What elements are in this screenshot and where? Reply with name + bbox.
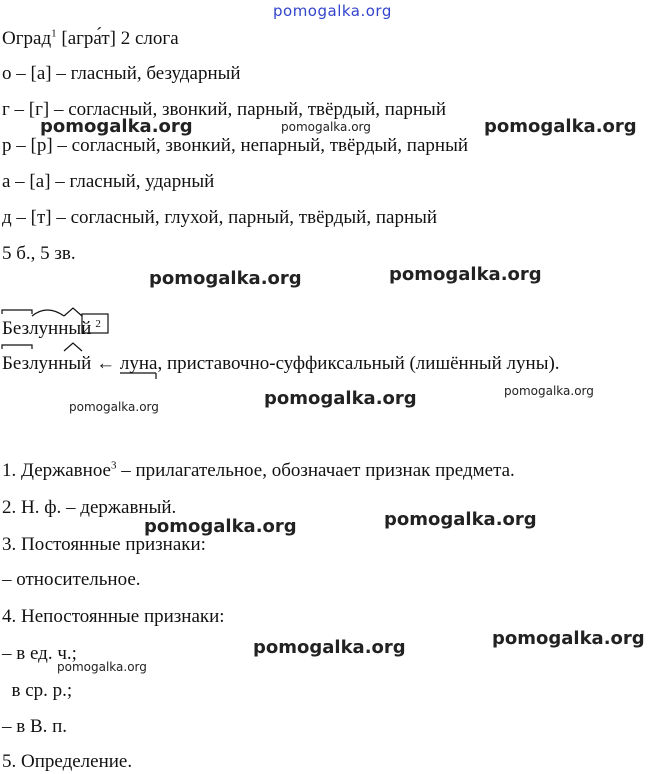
header-watermark: pomogalka.org <box>273 2 392 20</box>
watermark: pomogalka.org <box>389 264 542 285</box>
derivation-base: луна <box>119 353 158 374</box>
morph-line: 5. Определение. <box>2 751 133 772</box>
watermark: pomogalka.org <box>40 116 193 137</box>
phonetic-line: р – [р] – согласный, звонкий, непарный, твёрдый, парный <box>2 135 469 156</box>
phonetic-header <box>2 28 179 50</box>
footnote-1: 1 <box>51 27 57 40</box>
morph-line-1-a: 1. Державное <box>2 460 111 481</box>
morph-line: – в ед. ч.; <box>2 643 77 664</box>
watermark: pomogalka.org <box>492 628 645 649</box>
morph-line-1 <box>2 460 515 482</box>
derivation-marks <box>2 345 112 375</box>
watermark: pomogalka.org <box>144 516 297 537</box>
watermark: pomogalka.org <box>484 116 637 137</box>
base-underline <box>120 371 166 401</box>
derivation-word: Безлунный <box>2 353 92 374</box>
morphemic-word-line <box>2 318 101 340</box>
morph-line: в ср. р.; <box>2 680 73 701</box>
morph-line: 3. Постоянные признаки: <box>2 534 206 555</box>
phonetic-line: д – [т] – согласный, глухой, парный, твёрдый, парный <box>2 207 438 228</box>
watermark: pomogalka.org <box>253 637 406 658</box>
morpheme-marked-word <box>2 318 91 340</box>
derivation-marked-word <box>2 353 91 375</box>
watermark: pomogalka.org <box>384 509 537 530</box>
phonetic-line: г – [г] – согласный, звонкий, парный, твёрдый, парный <box>2 99 446 120</box>
footnote-3: 3 <box>111 459 117 472</box>
morph-line: – относительное. <box>2 569 141 590</box>
footnote-2: 2 <box>95 317 101 330</box>
phonetic-word: Оград <box>2 28 52 49</box>
phonetic-line: о – [а] – гласный, безударный <box>2 63 241 84</box>
phonetic-summary: 5 б., 5 зв. <box>2 243 76 264</box>
morph-line-1-b: – прилагательное, обозначает признак предмета. <box>116 460 515 481</box>
watermark: pomogalka.org <box>69 400 159 414</box>
morpheme-marks <box>2 310 112 340</box>
morphemic-word: Безлунный <box>2 318 92 339</box>
morph-line: 2. Н. ф. – державный. <box>2 497 177 518</box>
watermark: pomogalka.org <box>57 660 147 674</box>
derivation-base-marked <box>120 353 158 375</box>
derivation-arrow: ← <box>91 353 120 374</box>
watermark: pomogalka.org <box>504 384 594 398</box>
watermark: pomogalka.org <box>149 268 302 289</box>
derivation-description: , приставочно-суффиксальный (лишённый луны). <box>157 353 560 374</box>
morph-line: – в В. п. <box>2 716 68 737</box>
phonetic-line: а – [а] – гласный, ударный <box>2 171 215 192</box>
derivation-line <box>2 353 560 375</box>
watermark: pomogalka.org <box>264 388 417 409</box>
morph-line: 4. Непостоянные признаки: <box>2 606 225 627</box>
watermark: pomogalka.org <box>281 120 371 134</box>
phonetic-transcription: [агра́т] 2 слога <box>61 28 179 49</box>
